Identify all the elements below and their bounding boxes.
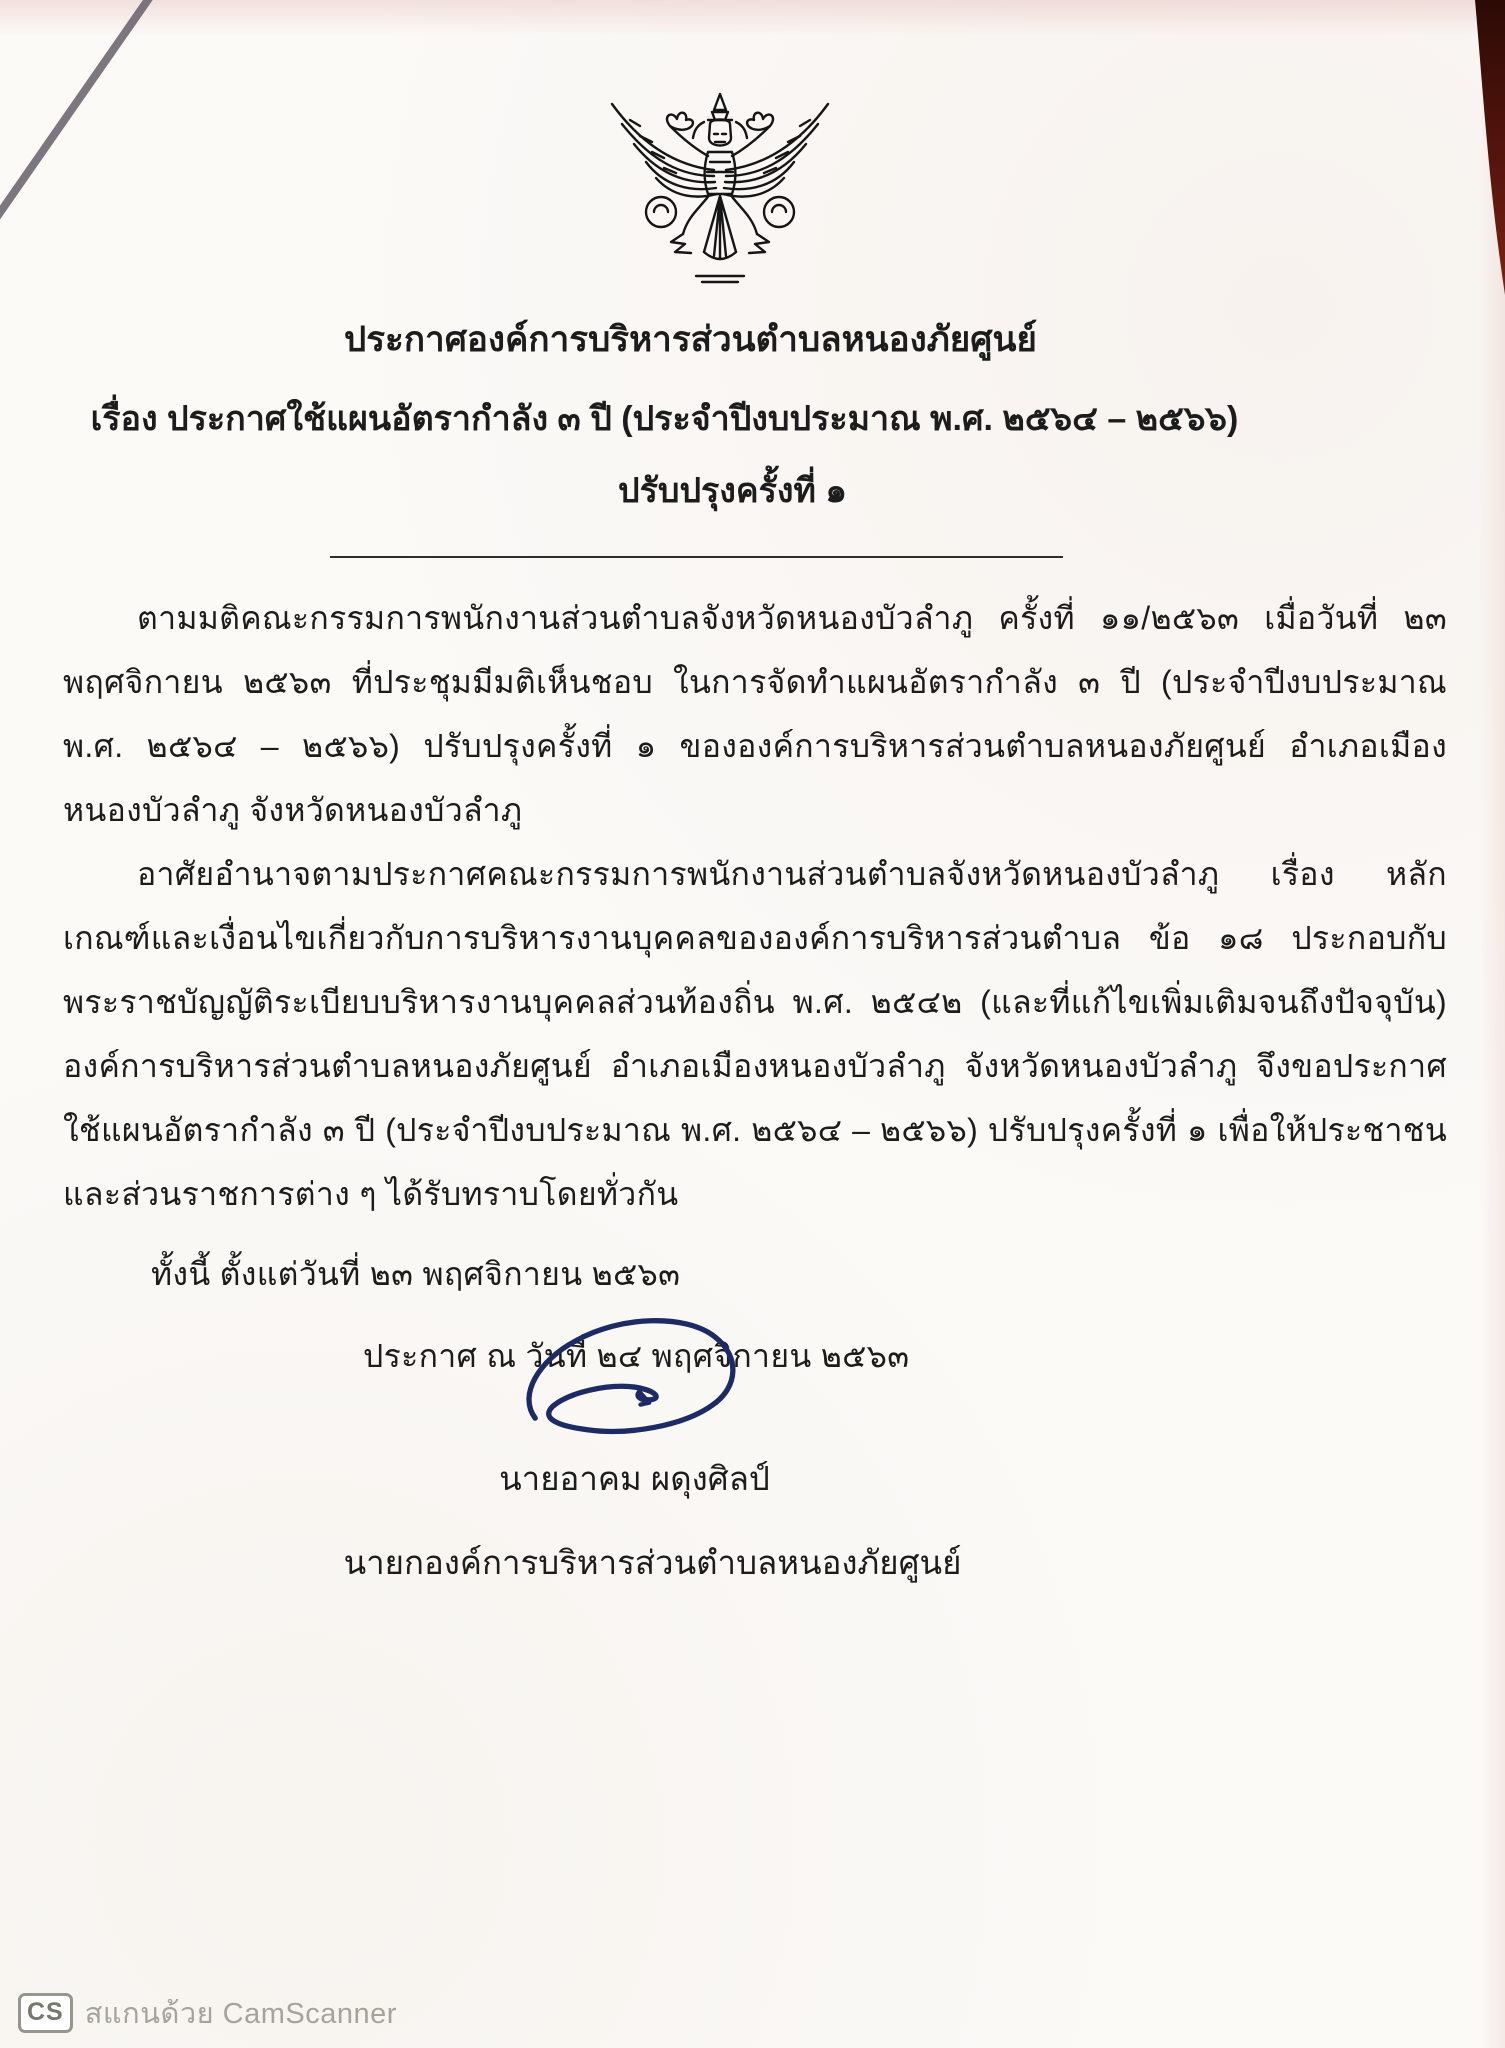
body-paragraph: อาศัยอำนาจตามประกาศคณะกรรมการพนักงานส่วนตำบลจังหวัดหนองบัวลำภู เรื่อง หลักเกณฑ์และเงื่อนไขเกี่ยวกับการบริหารงานบุคคลขององค์การบริหารส่วนตำบล ข้อ ๑๘ ประกอบกับพระราชบัญญัติระเบียบบริหารงานบุคคลส่วนท้องถิ่น พ.ศ. ๒๕๔๒ (และที่แก้ไขเพิ่มเติมจนถึงปัจจุบัน) องค์การบริหารส่วนตำบลหนองภัยศูนย์ อำเภอเมืองหนองบัวลำภู จังหวัดหนองบัวลำภู จึงขอประกาศใช้แผนอัตรากำลัง ๓ ปี (ประจำปีงบประมาณ พ.ศ. ๒๕๖๔ – ๒๕๖๖) ปรับปรุงครั้งที่ ๑ เพื่อให้ประชาชนและส่วนราชการต่าง ๆ ได้รับทราบโดยทั่วกัน (63, 856, 1447, 1212)
scan-right-tint (1479, 0, 1505, 2048)
announcement-date-line: ประกาศ ณ วันที่ ๒๔ พฤศจิกายน ๒๕๖๓ (363, 1338, 910, 1374)
body-paragraph: ตามมติคณะกรรมการพนักงานส่วนตำบลจังหวัดหนองบัวลำภู ครั้งที่ ๑๑/๒๕๖๓ เมื่อวันที่ ๒๓ พฤศจิกายน ๒๕๖๓ ที่ประชุมมีมติเห็นชอบ ในการจัดทำแผนอัตรากำลัง ๓ ปี (ประจำปีงบประมาณ พ.ศ. ๒๕๖๔ – ๒๕๖๖) ปรับปรุงครั้งที่ ๑ ขององค์การบริหารส่วนตำบลหนองภัยศูนย์ อำเภอเมืองหนองบัวลำภู จังหวัดหนองบัวลำภู (63, 600, 1447, 828)
document-body (63, 586, 1447, 1388)
camscanner-watermark (18, 1990, 397, 2036)
camscanner-label: สแกนด้วย CamScanner (84, 1998, 397, 2030)
camscanner-logo-icon: CS (18, 1993, 73, 2033)
scan-corner-fold-line (0, 0, 230, 260)
signature-scribble (502, 1306, 752, 1451)
scan-edge-shadow (1463, 0, 1505, 300)
effective-date-line: ทั้งนี้ ตั้งแต่วันที่ ๒๓ พฤศจิกายน ๒๕๖๓ (151, 1256, 681, 1292)
signer-name: นายอาคม ผดุงศิลป์ (499, 1460, 770, 1497)
signer-position: นายกองค์การบริหารส่วนตำบลหนองภัยศูนย์ (343, 1544, 962, 1581)
header-divider (330, 556, 1063, 558)
document-revision: ปรับปรุงครั้งที่ ๑ (618, 472, 847, 510)
garuda-emblem-icon (600, 90, 840, 295)
document-title: ประกาศองค์การบริหารส่วนตำบลหนองภัยศูนย์ (344, 320, 1037, 359)
document-subject: เรื่อง ประกาศใช้แผนอัตรากำลัง ๓ ปี (ประจำปีงบประมาณ พ.ศ. ๒๕๖๔ – ๒๕๖๖) (90, 400, 1239, 438)
